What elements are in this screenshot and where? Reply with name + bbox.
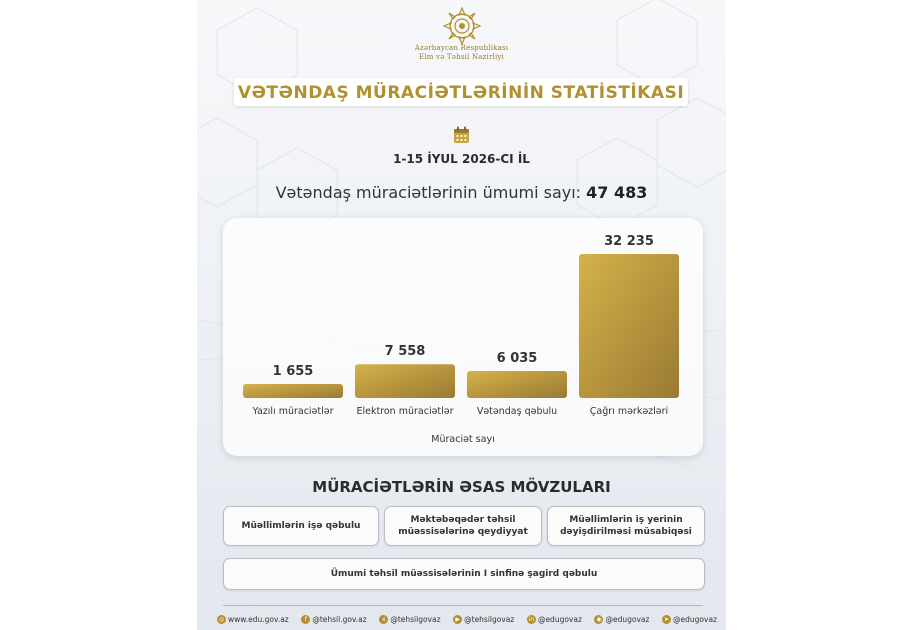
social-links <box>217 612 717 626</box>
topic-box <box>384 506 542 546</box>
facebook-icon: f <box>301 615 310 624</box>
x-axis-label: Müraciət sayı <box>431 434 495 445</box>
topics-title: MÜRACİƏTLƏRİN ƏSAS MÖVZULARI <box>312 478 611 496</box>
social-link[interactable]: ➤ @edugovaz <box>664 614 717 624</box>
category-label: Vətəndaş qəbulu <box>476 406 558 417</box>
page-title: VƏTƏNDAŞ MÜRACİƏTLƏRİNİN STATİSTİKASI <box>237 83 685 103</box>
category-label: Çağrı mərkəzləri <box>589 406 669 417</box>
social-link[interactable]: in @edugovaz <box>528 614 582 624</box>
topic-box <box>223 506 379 546</box>
topic-label: Müəllimlərin işə qəbulu <box>241 521 361 531</box>
x-icon: x <box>379 615 388 624</box>
category-label: Yazılı müraciətlər <box>252 406 334 417</box>
bar-4 <box>579 254 679 398</box>
bar-value-label: 1 655 <box>272 364 314 379</box>
total-value: 47 483 <box>586 183 648 202</box>
ministry-logo <box>442 6 482 46</box>
bar-1 <box>243 384 343 398</box>
footer-divider <box>223 605 703 606</box>
infographic-poster <box>197 0 726 630</box>
bar-3 <box>467 371 567 398</box>
linkedin-icon: in <box>528 615 535 623</box>
instagram-icon: ◉ <box>596 615 602 623</box>
category-label: Elektron müraciətlər <box>356 406 454 417</box>
telegram-icon: ➤ <box>664 615 670 623</box>
social-link[interactable]: ◉ @edugovaz <box>596 614 650 624</box>
topic-label: Məktəbəqədər təhsil müəssisələrinə qeydiyyat <box>398 515 528 537</box>
social-link[interactable]: f @tehsil.gov.az <box>301 615 366 624</box>
bar-chart-card <box>223 218 703 456</box>
topic-label: Müəllimlərin iş yerinin dəyişdirilməsi müsabiqəsi <box>560 515 692 537</box>
calendar-icon <box>453 126 470 144</box>
org-name-line1: Azərbaycan Respublikası <box>414 44 509 52</box>
total-label: Vətəndaş müraciətlərinin ümumi sayı: <box>275 183 582 202</box>
org-name-line2: Elm və Təhsil Nazirliyi <box>419 53 504 61</box>
total-requests <box>197 183 726 202</box>
social-link[interactable]: ▶ @tehsilgovaz <box>453 615 514 624</box>
topic-label: Ümumi təhsil müəssisələrinin I sinfinə şagird qəbulu <box>330 569 598 579</box>
report-period: 1-15 İYUL 2026-CI İL <box>393 152 530 166</box>
topic-box <box>547 506 705 546</box>
bar-value-label: 7 558 <box>384 344 426 360</box>
bar-value-label: 6 035 <box>496 351 538 367</box>
youtube-icon: ▶ <box>453 615 462 624</box>
globe-icon: ◎ <box>218 615 225 623</box>
bar-chart <box>223 218 703 456</box>
social-link[interactable]: x @tehsilgovaz <box>379 615 440 624</box>
social-link[interactable]: ◎ www.edu.gov.az <box>218 614 289 624</box>
topic-box <box>223 558 705 590</box>
title-banner <box>234 78 688 106</box>
bar-2 <box>355 364 455 398</box>
bar-value-label: 32 235 <box>604 234 654 249</box>
